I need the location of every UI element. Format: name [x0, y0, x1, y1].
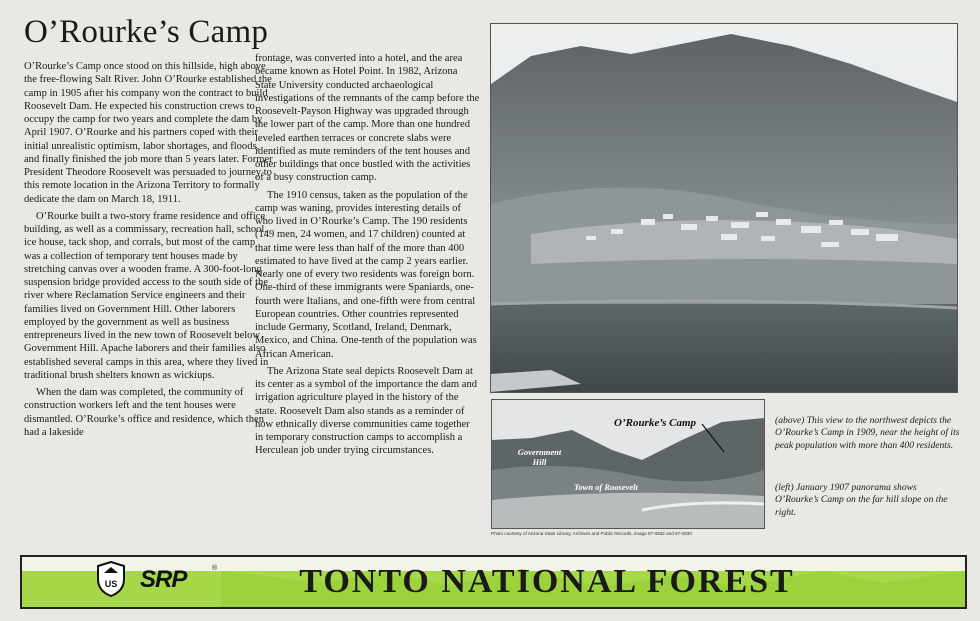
article-column-2 [255, 52, 480, 462]
registered-mark: ® [212, 565, 218, 572]
paragraph: The 1910 census, taken as the population of the camp was waning, provides interesting details of who lived in O’Rourke’s Camp. The 190 residents (149 men, 24 women, and 17 children) counted at that time were less than half of the more than 400 estimated to have lived at the camp 2 years earlier. Nearly one of every two residents was foreign born. One-third of these immigrants were Spaniards, one-fourth were Italians, and one-fifth were from central European countries. Other countries represented include Germany, Scotland, Ireland, Denmark, Mexico, and China. One-tenth of the population was African American. [255, 189, 477, 360]
camp-photo-drawing [491, 24, 957, 392]
article-column-1 [24, 60, 274, 443]
paragraph: The Arizona State seal depicts Roosevelt Dam at its center as a symbol of the importance the dam and irrigation agriculture played in the history of the state. Roosevelt Dam also stands as a reminder of how ethnically diverse communities came together in temporary construction camps to accomplish a Herculean job under trying circumstances. [255, 365, 477, 457]
forest-banner [20, 555, 967, 609]
caption-left: (left) January 1907 panorama shows O’Rourke’s Camp on the far hill slope on the right. [775, 482, 948, 518]
panorama-1907-photo [491, 399, 765, 529]
caption-above: (above) This view to the northwest depicts the O’Rourke’s Camp in 1909, near the height of its peak population with more than 400 residents. [775, 415, 960, 451]
srp-logo: SRP [140, 566, 187, 593]
paragraph: frontage, was converted into a hotel, and the area became known as Hotel Point. In 1982, Arizona State University conducted archaeological investigations of the remnants of the camp before the Roosevelt-Payson Highway was upgraded through the lower part of the camp. More than one hundred leveled earthen terraces or concrete slabs were identified as mute reminders of the tent houses and other buildings that once bustled with the activities of a busy construction camp. [255, 53, 480, 184]
paragraph: O’Rourke built a two-story frame residence and office building, as well as a commissary, recreation hall, school, ice house, tack shop, and corrals, but most of the camp was a collection of temporary tent houses made by stretching canvas over a wooden frame. A 300-foot-long suspension bridge provided access to the south side of the river where Reclamation Service engineers and their families lived on Government Hill. Other laborers employed by the government as well as business entrepreneurs lived in the new town of Roosevelt below Government Hill. Apache laborers and their families also established several camps in this area, where they lived in traditional brush shelters known as wickiups. [24, 210, 269, 381]
forest-service-shield-icon [96, 561, 126, 597]
paragraph: When the dam was completed, the community of construction workers left and the tent houses were dismantled. O’Rourke’s office and residence, which then had a lakeside [24, 387, 264, 438]
photo-credit: Photo courtesy of Arizona State Library, Archives and Public Records, Image 97-0932 and 97-0930 [491, 531, 692, 536]
banner-title: TONTO NATIONAL FOREST [299, 563, 795, 600]
paragraph: O’Rourke’s Camp once stood on this hillside, high above the free-flowing Salt River. John O’Rourke established the camp in 1905 after his company won the contract to build Roosevelt Dam. He expected his construction crews to occupy the camp for two years and complete the dam by April 1907. O’Rourke and his partners coped with their initial unrealistic optimism, labor shortages, and floods, and finally finished the job more than 5 years later. Former President Theodore Roosevelt was persuaded to journey to this remote location in the Arizona Territory to formally dedicate the dam on March 18, 1911. [24, 61, 273, 205]
page-title: O’Rourke’s Camp [24, 14, 269, 50]
svg-text:US: US [104, 579, 118, 589]
camp-panorama-photo [490, 23, 958, 393]
camp-label: O’Rourke’s Camp [614, 417, 696, 429]
town-of-roosevelt-label: Town of Roosevelt [574, 482, 638, 492]
government-hill-label: Government Hill [517, 447, 562, 467]
